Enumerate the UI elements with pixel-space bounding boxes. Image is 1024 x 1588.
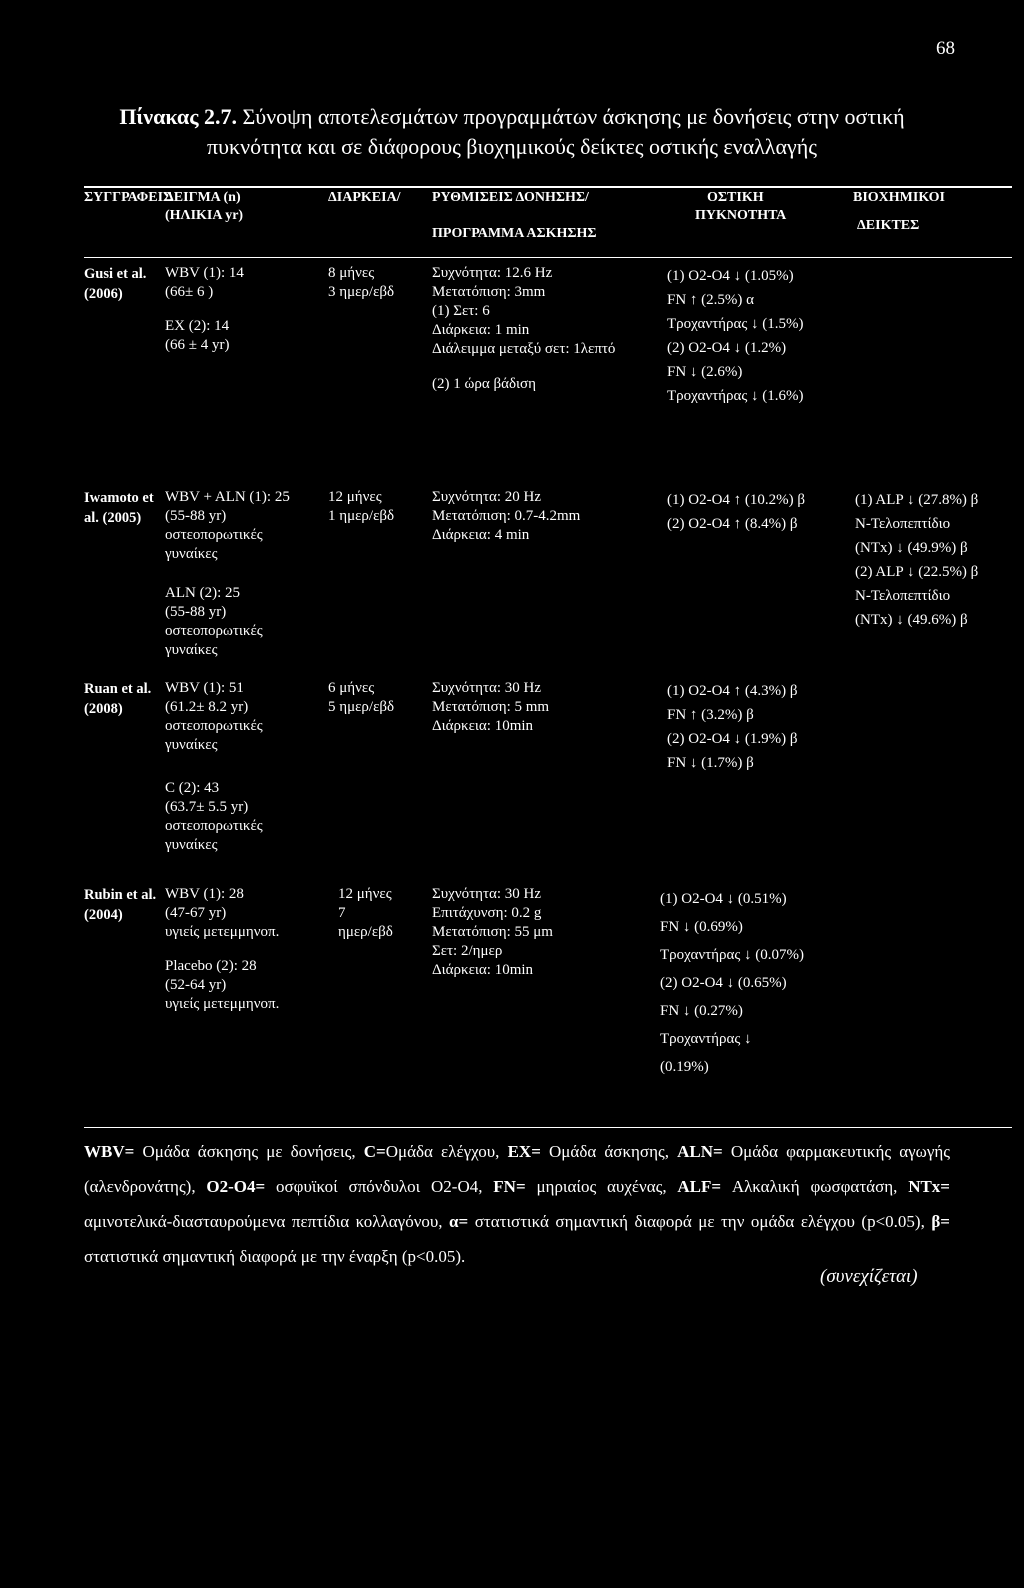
duration-line: 12 μήνες [328,489,382,505]
header-bmd-2: ΠΥΚΝΟΤΗΤΑ [695,208,787,223]
bmd-line: (1) O2-O4 ↑ (4.3%) β [667,683,798,699]
author-gusi [84,264,146,304]
bmd-line: (1) O2-O4 ↑ (10.2%) β [667,492,806,508]
bmd-line: Τροχαντήρας ↓ [660,1031,752,1047]
bmd-ruan [667,679,798,775]
duration-line: 8 μήνες [328,265,375,281]
sample-line: υγιείς μετεμμηνοπ. [165,924,280,940]
sample-line: γυναίκες [165,546,218,562]
abbr-def: Ομάδα άσκησης με δονήσεις, [134,1142,364,1161]
settings-line: Διάρκεια: 10min [432,718,534,734]
settings-line: Μετατόπιση: 55 μm [432,924,553,940]
author-year: al. (2005) [84,510,142,526]
abbr-def: αμινοτελικά-διασταυρούμενα πεπτίδια κολλαγόνου, [84,1212,450,1231]
table-caption-line-1 [0,102,1024,133]
bmd-line: (2) O2-O4 ↓ (1.9%) β [667,731,798,747]
bmd-line: FN ↑ (3.2%) β [667,707,754,723]
header-sample-2: (ΗΛΙΚΙΑ yr) [165,208,244,223]
abbr-term: WBV= [84,1142,135,1161]
sample-line: (55-88 yr) [165,508,227,524]
caption-text: Σύνοψη αποτελεσμάτων προγραμμάτων άσκησης με δονήσεις στην οστική [242,104,905,129]
table-caption-line-2: πυκνότητα και σε διάφορους βιοχημικούς δείκτες οστικής εναλλαγής [207,134,817,159]
abbr-term: α= [449,1212,469,1231]
author-year: (2008) [84,701,123,717]
duration-line: ημερ/εβδ [338,924,393,940]
header-sample-1: ΔΕΙΓΜΑ (n) [165,190,241,205]
sample-ruan-1 [165,679,263,755]
abbr-term: C= [363,1142,386,1161]
header-settings-2: ΠΡΟΓΡΑΜΜΑ ΑΣΚΗΣΗΣ [432,226,597,241]
duration-line: 7 [338,905,346,921]
settings-iwamoto [432,488,580,545]
author-name: Rubin et al. [84,887,157,903]
sample-ruan-2 [165,779,263,855]
header-bottom-rule [84,257,1012,258]
sample-iwamoto-2 [165,584,263,660]
duration-line: 12 μήνες [338,886,392,902]
duration-line: 6 μήνες [328,680,375,696]
bmd-line: FN ↓ (0.69%) [660,919,743,935]
duration-gusi [328,264,394,302]
table-top-rule [84,186,1012,188]
settings-line: Διάρκεια: 4 min [432,527,530,543]
bmd-line: Τροχαντήρας ↓ (1.5%) [667,316,804,332]
settings-line: Επιτάχυνση: 0.2 g [432,905,542,921]
abbr-def: Ομάδα ελέγχου, [385,1142,508,1161]
sample-line: οστεοπορωτικές [165,623,263,639]
abbr-def: Ομάδα φαρμακευτικής αγωγής (αλενδρονάτης), [84,1142,950,1196]
bmd-line: FN ↑ (2.5%) α [667,292,755,308]
header-bmd-1: ΟΣΤΙΚΗ [707,190,764,205]
bmd-line: (2) O2-O4 ↑ (8.4%) β [667,516,798,532]
header-duration: ΔΙΑΡΚΕΙΑ/ [328,190,401,205]
continued-note: (συνεχίζεται) [820,1266,918,1287]
settings-line: Μετατόπιση: 3mm [432,284,546,300]
bio-line: N-Τελοπεπτίδιο [855,516,951,532]
sample-line: οστεοπορωτικές [165,818,263,834]
settings-line: Σετ: 2/ημερ [432,943,503,959]
header-bio-1: ΒΙΟΧΗΜΙΚΟΙ [853,190,945,205]
sample-line: (52-64 yr) [165,977,227,993]
abbr-term: FN= [493,1177,526,1196]
abbr-term: ALN= [677,1142,723,1161]
bmd-line: (1) O2-O4 ↓ (1.05%) [667,268,794,284]
sample-line: Placebo (2): 28 [165,958,257,974]
settings-line: (2) 1 ώρα βάδιση [432,376,536,392]
sample-line: (63.7± 5.5 yr) [165,799,249,815]
sample-line: C (2): 43 [165,780,220,796]
duration-rubin [338,885,393,942]
author-year: (2004) [84,907,123,923]
abbr-def: μηριαίος αυχένας, [525,1177,678,1196]
header-bio-2: ΔΕΙΚΤΕΣ [857,218,920,233]
settings-line: Διάρκεια: 1 min [432,322,530,338]
table-footnote [84,1134,950,1274]
author-name: Iwamoto et [84,490,154,506]
sample-gusi [165,264,244,355]
settings-line: (1) Σετ: 6 [432,303,490,319]
header-settings-1: ΡΥΘΜΙΣΕΙΣ ΔΟΝΗΣΗΣ/ [432,190,589,205]
abbr-term: ALF= [677,1177,722,1196]
settings-rubin [432,885,553,980]
author-name: Ruan et al. [84,681,152,697]
sample-line: (66± 6 ) [165,284,214,300]
bio-line: (1) ALP ↓ (27.8%) β [855,492,979,508]
sample-line: WBV (1): 14 [165,265,244,281]
settings-line: Διάλειμμα μεταξύ σετ: 1λεπτό [432,341,616,357]
sample-line: (61.2± 8.2 yr) [165,699,249,715]
author-year: (2006) [84,286,123,302]
bmd-line: Τροχαντήρας ↓ (1.6%) [667,388,804,404]
sample-line: γυναίκες [165,837,218,853]
bio-line: (NTx) ↓ (49.6%) β [855,612,968,628]
bmd-line: FN ↓ (2.6%) [667,364,743,380]
abbr-def: Αλκαλική φωσφατάση, [721,1177,909,1196]
author-iwamoto [84,488,154,528]
bmd-line: Τροχαντήρας ↓ (0.07%) [660,947,805,963]
table-bottom-rule [84,1127,1012,1128]
bmd-line: (2) O2-O4 ↓ (0.65%) [660,975,787,991]
bmd-line: (1) O2-O4 ↓ (0.51%) [660,891,787,907]
sample-line: EX (2): 14 [165,318,230,334]
sample-line: ALN (2): 25 [165,585,240,601]
sample-line: WBV (1): 28 [165,886,244,902]
settings-line: Συχνότητα: 30 Hz [432,680,542,696]
bmd-rubin [660,885,804,1081]
abbr-def: Ομάδα άσκησης, [540,1142,678,1161]
sample-line: υγιείς μετεμμηνοπ. [165,996,280,1012]
duration-ruan [328,679,394,717]
abbr-def: στατιστικά σημαντική διαφορά με την έναρξη (p<0.05). [84,1247,466,1266]
sample-line: WBV (1): 51 [165,680,244,696]
header-authors: ΣΥΓΓΡΑΦΕΙΣ [84,190,173,205]
settings-line: Μετατόπιση: 5 mm [432,699,550,715]
settings-line: Διάρκεια: 10min [432,962,534,978]
bio-line: (NTx) ↓ (49.9%) β [855,540,968,556]
table-label: Πίνακας 2.7. [119,104,237,129]
duration-line: 5 ημερ/εβδ [328,699,395,715]
sample-iwamoto-1 [165,488,290,564]
settings-line: Συχνότητα: 12.6 Hz [432,265,553,281]
settings-line: Συχνότητα: 20 Hz [432,489,542,505]
duration-line: 3 ημερ/εβδ [328,284,395,300]
sample-rubin [165,885,279,1014]
settings-gusi [432,264,615,394]
sample-line: οστεοπορωτικές [165,527,263,543]
bio-line: (2) ALP ↓ (22.5%) β [855,564,979,580]
duration-iwamoto [328,488,394,526]
bmd-iwamoto [667,488,805,536]
duration-line: 1 ημερ/εβδ [328,508,395,524]
sample-line: (47-67 yr) [165,905,227,921]
author-ruan [84,679,151,719]
abbr-term: O2-O4= [206,1177,266,1196]
abbr-term: β= [931,1212,950,1231]
sample-line: (66 ± 4 yr) [165,337,230,353]
bmd-line: (2) O2-O4 ↓ (1.2%) [667,340,787,356]
sample-line: (55-88 yr) [165,604,227,620]
sample-line: γυναίκες [165,737,218,753]
bio-line: N-Τελοπεπτίδιο [855,588,951,604]
bmd-line: FN ↓ (0.27%) [660,1003,743,1019]
bmd-line: FN ↓ (1.7%) β [667,755,754,771]
settings-line: Συχνότητα: 30 Hz [432,886,542,902]
page-number: 68 [936,38,955,59]
author-rubin [84,885,156,925]
bmd-gusi [667,264,804,408]
bio-iwamoto [855,488,978,632]
sample-line: γυναίκες [165,642,218,658]
settings-ruan [432,679,549,736]
abbr-term: EX= [507,1142,541,1161]
abbr-term: NTx= [908,1177,950,1196]
sample-line: οστεοπορωτικές [165,718,263,734]
sample-line: WBV + ALN (1): 25 [165,489,290,505]
bmd-line: (0.19%) [660,1059,709,1075]
author-name: Gusi et al. [84,266,147,282]
abbr-def: οσφυϊκοί σπόνδυλοι O2-O4, [265,1177,494,1196]
abbr-def: στατιστικά σημαντική διαφορά με την ομάδα ελέγχου (p<0.05), [468,1212,932,1231]
settings-line: Μετατόπιση: 0.7-4.2mm [432,508,581,524]
